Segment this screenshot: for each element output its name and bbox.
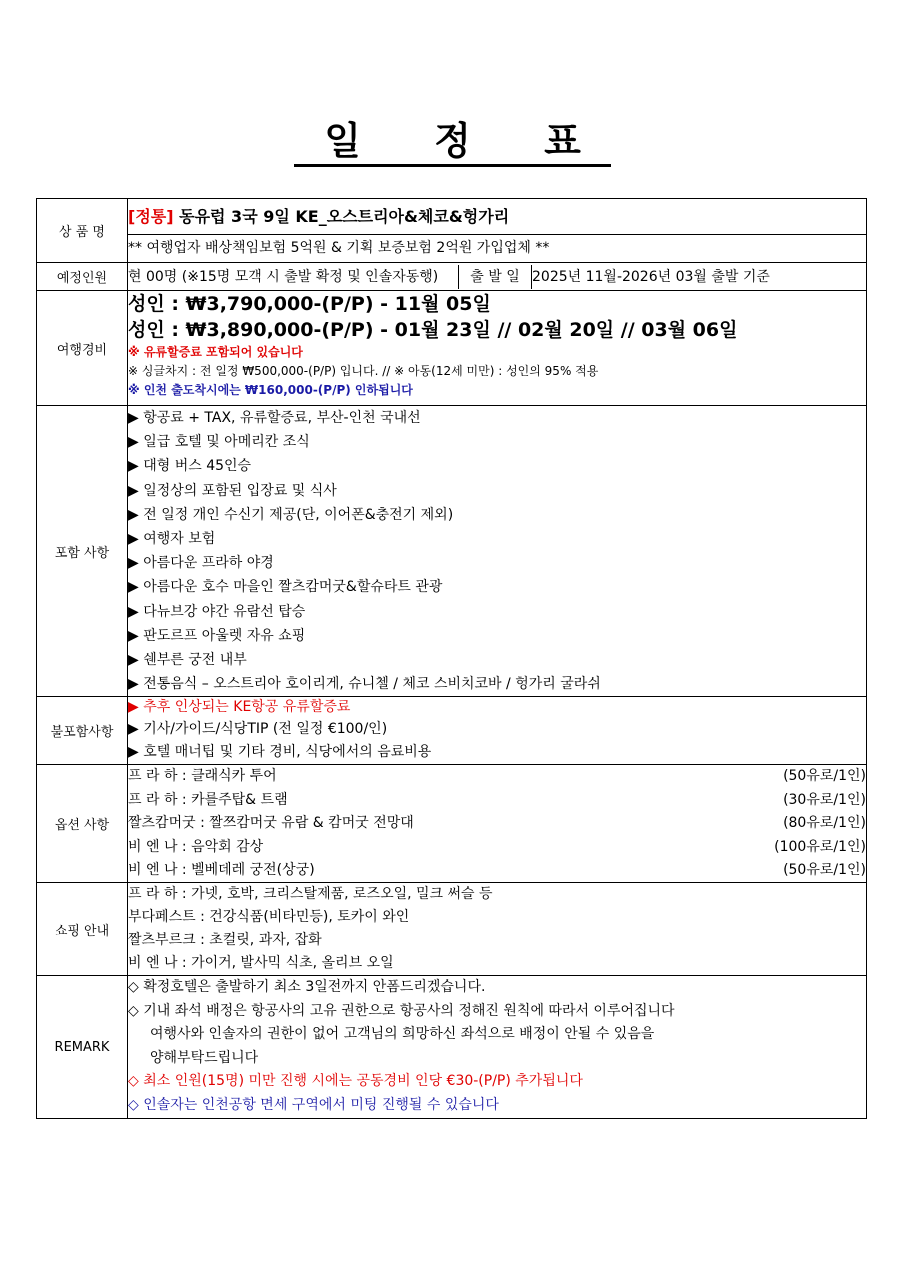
option-row: [128, 859, 866, 882]
product-name: 동유럽 3국 9일 KE_오스트리아&체코&헝가리: [173, 206, 510, 226]
price-line-2: 성인 : ₩3,890,000-(P/P) - 01월 23일 // 02월 20일 // 03월 06일: [128, 319, 738, 341]
depart-label: 출 발 일: [459, 265, 532, 289]
options-label: 옵션 사항: [37, 765, 128, 883]
excluded-item: ▶ 추후 인상되는 KE항공 유류할증료: [128, 699, 351, 716]
remark-line: 여행사와 인솔자의 권한이 없어 고객님의 희망하신 좌석으로 배정이 안될 수 있음을: [150, 1026, 655, 1043]
depart-value: 2025년 11월-2026년 03월 출발 기준: [532, 268, 770, 285]
shopping-item: 프 라 하 : 가넷, 호박, 크리스탈제품, 로즈오일, 밀크 써슬 등: [128, 886, 493, 903]
product-tag: [정통]: [128, 206, 174, 226]
option-name: 프 라 하 : 카를주탑& 트램: [128, 791, 288, 808]
included-item: ▶ 아름다운 프라하 야경: [128, 555, 274, 572]
excluded-label: 불포함사항: [37, 697, 128, 765]
product-label: 상 품 명: [37, 199, 128, 263]
insurance-text: ** 여행업자 배상책임보험 5억원 & 기획 보증보험 2억원 가입업체 **: [128, 240, 550, 257]
shopping-item: 비 엔 나 : 가이거, 발사믹 식초, 올리브 오일: [128, 955, 394, 972]
cost-cell: [128, 291, 867, 406]
option-price: (100유로/1인): [774, 838, 866, 855]
included-item: ▶ 여행자 보험: [128, 531, 216, 548]
single-note: ※ 싱글차지 : 전 일정 ₩500,000-(P/P) 입니다. // ※ 아동(12세 미만) : 성인의 95% 적용: [128, 364, 599, 378]
included-item: ▶ 대형 버스 45인승: [128, 458, 252, 475]
excluded-item: ▶ 기사/가이드/식당TIP (전 일정 €100/인): [128, 721, 388, 738]
included-item: ▶ 다뉴브강 야간 유람선 탑승: [128, 603, 306, 620]
shopping-item: 부다페스트 : 건강식품(비타민등), 토카이 와인: [128, 909, 410, 926]
option-price: (50유로/1인): [783, 768, 866, 785]
product-name-cell: [128, 199, 867, 235]
remark-label: REMARK: [37, 976, 128, 1119]
option-name: 비 엔 나 : 벨베데레 궁전(상궁): [128, 862, 315, 879]
document-title-wrap: [0, 118, 905, 167]
included-item: ▶ 쉔부른 궁전 내부: [128, 652, 247, 669]
people-cell: [128, 263, 867, 291]
remark-line-red: ◇ 최소 인원(15명) 미만 진행 시에는 공동경비 인당 €30-(P/P) 추가됩니다: [128, 1073, 583, 1090]
option-row: [128, 789, 866, 812]
document-title: 일 정 표: [294, 118, 611, 167]
shopping-label: 쇼핑 안내: [37, 883, 128, 976]
options-cell: [128, 765, 867, 883]
incheon-note: ※ 인천 출도착시에는 ₩160,000-(P/P) 인하됩니다: [128, 383, 413, 397]
included-item: ▶ 전통음식 – 오스트리아 호이리게, 슈니첼 / 체코 스비치코바 / 헝가리 굴라쉬: [128, 676, 601, 693]
option-row: [128, 836, 866, 859]
shopping-item: 짤츠부르크 : 초컬릿, 과자, 잡화: [128, 932, 322, 949]
fuel-note: ※ 유류할증료 포함되어 있습니다: [128, 345, 303, 359]
remark-line: 양해부탁드립니다: [150, 1049, 259, 1066]
included-label: 포함 사항: [37, 406, 128, 697]
included-item: ▶ 아름다운 호수 마을인 짤츠캄머굿&할슈타트 관광: [128, 579, 443, 596]
option-price: (80유로/1인): [783, 815, 866, 832]
option-name: 프 라 하 : 클래식카 투어: [128, 768, 277, 785]
included-item: ▶ 판도르프 아울렛 자유 쇼핑: [128, 627, 306, 644]
insurance-cell: [128, 235, 867, 263]
people-label: 예정인원: [37, 263, 128, 291]
schedule-table: [36, 198, 867, 1119]
option-row: [128, 812, 866, 835]
price-line-1: 성인 : ₩3,790,000-(P/P) - 11월 05일: [128, 293, 491, 315]
remark-line: ◇ 확정호텔은 출발하기 최소 3일전까지 안폼드리겠습니다.: [128, 979, 486, 996]
remark-cell: [128, 976, 867, 1119]
remark-line-blue: ◇ 인솔자는 인천공항 면세 구역에서 미팅 진행될 수 있습니다: [128, 1096, 499, 1113]
included-item: ▶ 항공료 + TAX, 유류할증료, 부산-인천 국내선: [128, 410, 421, 426]
remark-line: ◇ 기내 좌석 배정은 항공사의 고유 권한으로 항공사의 정해진 원칙에 따라서 이루어집니다: [128, 1002, 675, 1019]
option-row: [128, 765, 866, 788]
excluded-cell: [128, 697, 867, 765]
shopping-cell: [128, 883, 867, 976]
people-info: [128, 265, 866, 289]
excluded-item: ▶ 호텔 매너팁 및 기타 경비, 식당에서의 음료비용: [128, 744, 432, 761]
option-name: 비 엔 나 : 음악회 감상: [128, 838, 264, 855]
included-item: ▶ 일정상의 포함된 입장료 및 식사: [128, 482, 337, 499]
people-value: 현 00명 (※15명 모객 시 출발 확정 및 인솔자동행): [128, 268, 439, 285]
included-cell: [128, 406, 867, 697]
option-price: (30유로/1인): [783, 791, 866, 808]
option-name: 짤츠캄머굿 : 짤쯔캄머굿 유람 & 캄머굿 전망대: [128, 815, 414, 832]
option-price: (50유로/1인): [783, 862, 866, 879]
cost-label: 여행경비: [37, 291, 128, 406]
included-item: ▶ 전 일정 개인 수신기 제공(단, 이어폰&충전기 제외): [128, 506, 454, 523]
included-item: ▶ 일급 호텔 및 아메리칸 조식: [128, 434, 310, 451]
